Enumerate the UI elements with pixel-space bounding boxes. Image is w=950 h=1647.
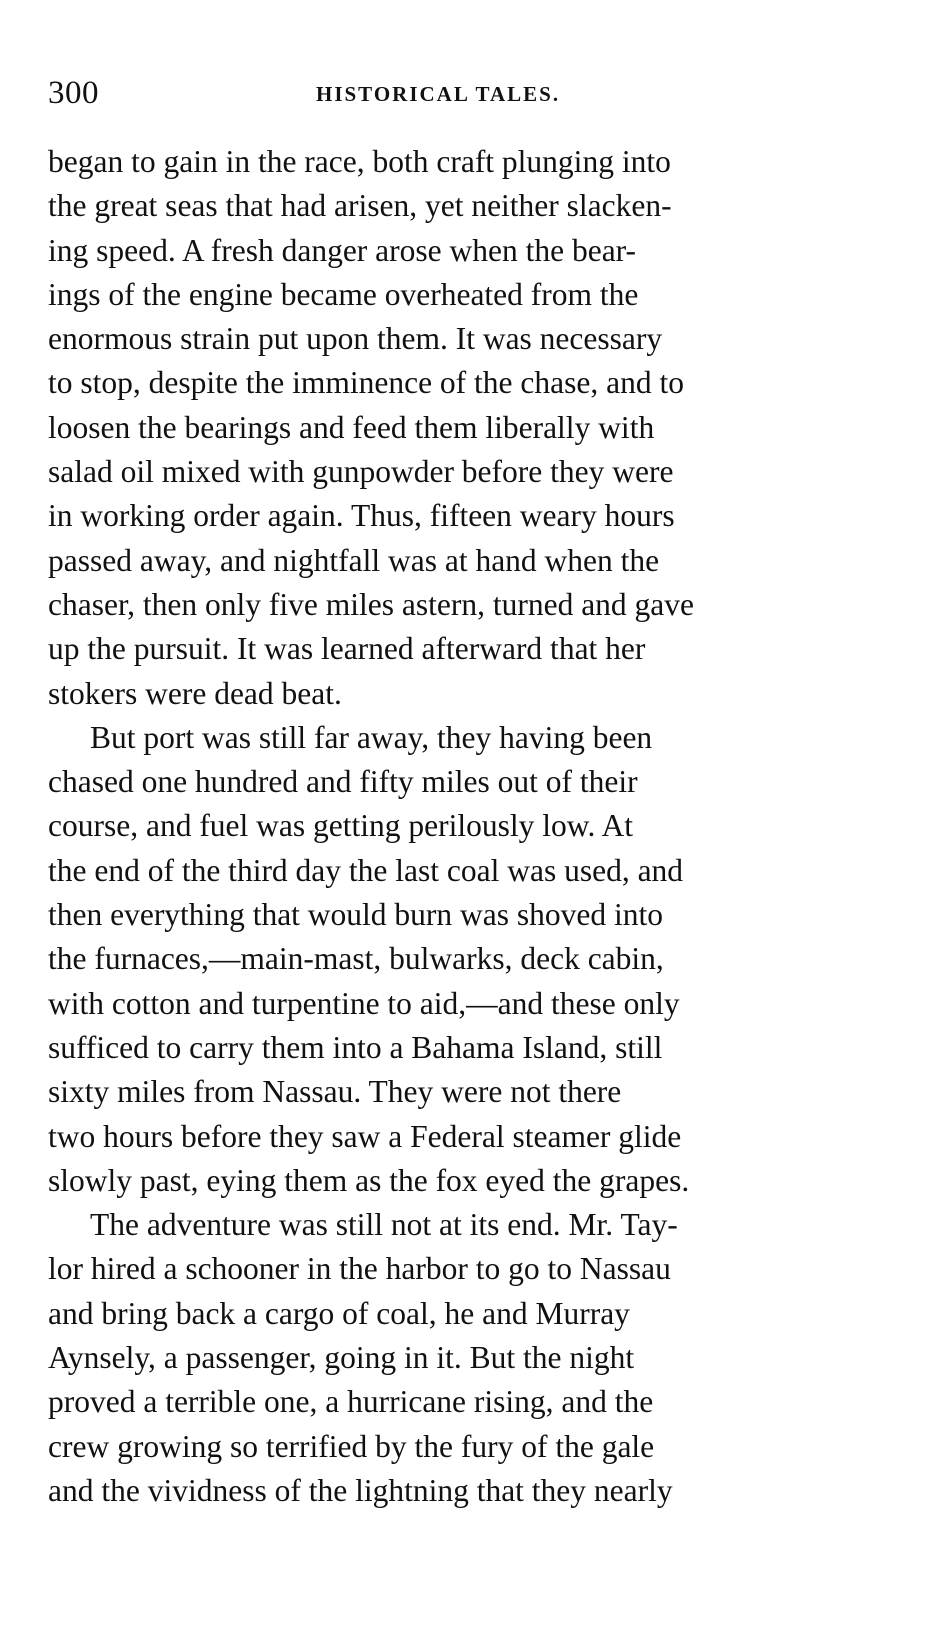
text-line: and bring back a cargo of coal, he and Murray: [48, 1295, 630, 1331]
text-line: up the pursuit. It was learned afterward that her: [48, 631, 646, 667]
text-line: loosen the bearings and feed them liberally with: [48, 409, 655, 445]
page-header: [48, 68, 900, 118]
text-line: crew growing so terrified by the fury of the gale: [48, 1428, 655, 1464]
text-line: then everything that would burn was shoved into: [48, 897, 664, 933]
paragraph: [48, 140, 854, 716]
paragraph: [48, 1203, 854, 1513]
text-line: and the vividness of the lightning that they nearly: [48, 1472, 673, 1508]
text-line: chased one hundred and fifty miles out of their: [48, 764, 638, 800]
paragraph: [48, 716, 854, 1203]
text-line: course, and fuel was getting perilously low. At: [48, 808, 633, 844]
text-line: began to gain in the race, both craft plunging into: [48, 144, 671, 179]
text-line: stokers were dead beat.: [48, 675, 342, 711]
text-line: Aynsely, a passenger, going in it. But the night: [48, 1340, 635, 1376]
text-line: chaser, then only five miles astern, turned and gave: [48, 586, 695, 622]
text-line: salad oil mixed with gunpowder before they were: [48, 454, 674, 490]
text-line: the furnaces,—main-mast, bulwarks, deck cabin,: [48, 941, 664, 977]
text-line: in working order again. Thus, fifteen weary hours: [48, 498, 675, 534]
running-head: HISTORICAL TALES.: [316, 82, 561, 106]
text-line: sixty miles from Nassau. They were not there: [48, 1074, 622, 1110]
text-line: proved a terrible one, a hurricane rising, and the: [48, 1384, 654, 1420]
text-line: enormous strain put upon them. It was necessary: [48, 321, 663, 357]
text-line: lor hired a schooner in the harbor to go to Nassau: [48, 1251, 671, 1287]
text-line: slowly past, eying them as the fox eyed the grapes.: [48, 1162, 690, 1198]
body-text: [48, 140, 854, 1513]
page-number: 300: [48, 75, 99, 111]
text-line: passed away, and nightfall was at hand when the: [48, 542, 660, 578]
text-line: But port was still far away, they having been: [90, 719, 653, 755]
text-line: ings of the engine became overheated from the: [48, 276, 639, 312]
text-line: to stop, despite the imminence of the chase, and to: [48, 365, 684, 401]
text-line: with cotton and turpentine to aid,—and these only: [48, 985, 680, 1021]
text-line: the end of the third day the last coal was used, and: [48, 852, 684, 888]
text-line: The adventure was still not at its end. Mr. Tay-: [90, 1207, 678, 1243]
text-line: ing speed. A fresh danger arose when the bear-: [48, 232, 637, 268]
text-line: sufficed to carry them into a Bahama Island, still: [48, 1029, 663, 1065]
text-line: the great seas that had arisen, yet neither slacken-: [48, 188, 672, 224]
text-line: two hours before they saw a Federal steamer glide: [48, 1118, 682, 1154]
